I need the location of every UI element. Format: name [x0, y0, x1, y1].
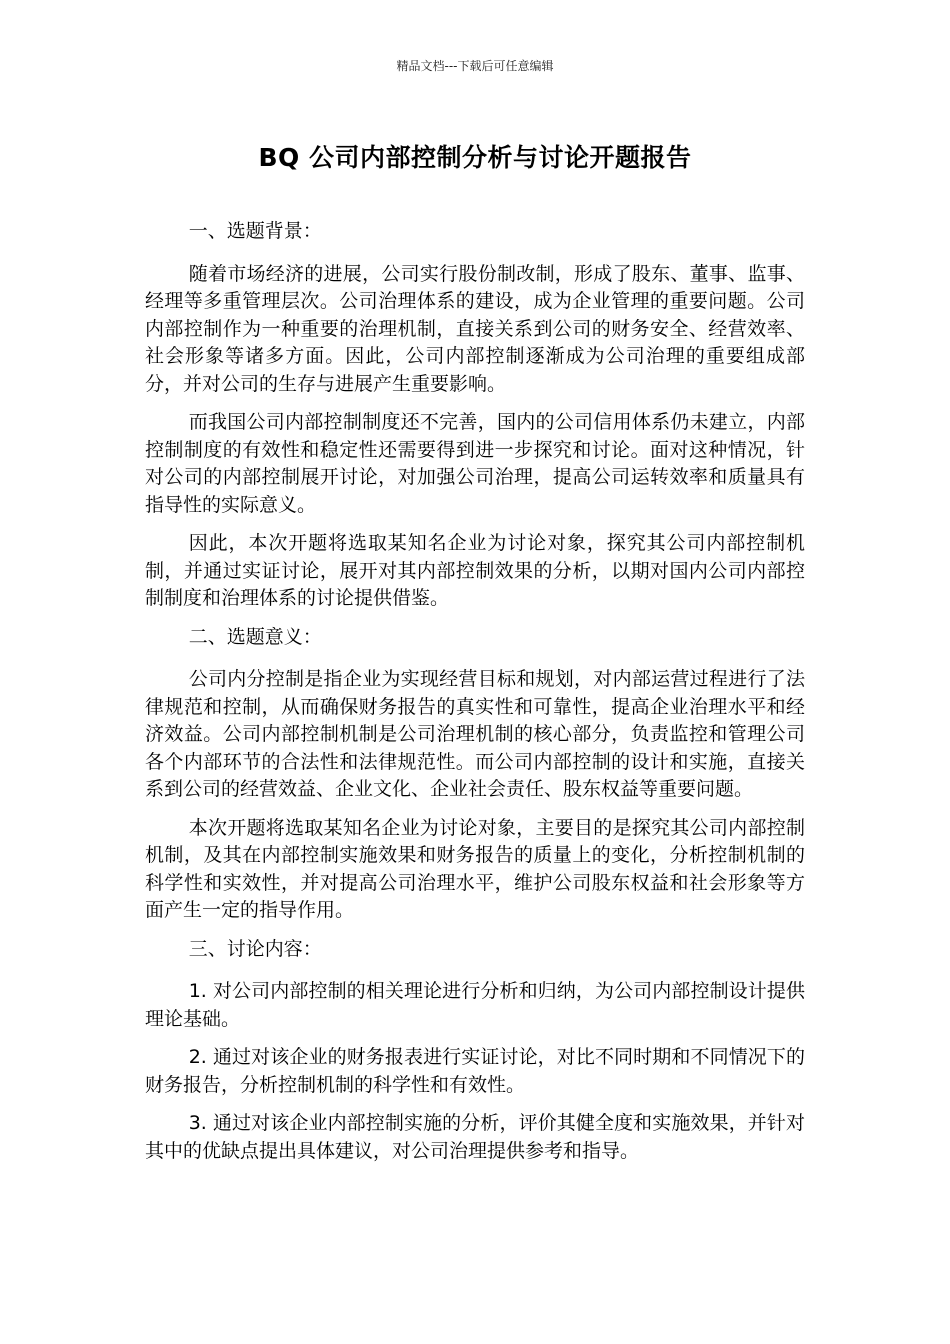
content-item-2: 2. 通过对该企业的财务报表进行实证讨论，对比不同时期和不同情况下的财务报告，分析控制机制的科学性和有效性。 [145, 1046, 805, 1096]
section-heading-significance: 二、选题意义： [188, 625, 322, 648]
paragraph-background-1: 随着市场经济的进展，公司实行股份制改制，形成了股东、董事、监事、经理等多重管理层次。公司治理体系的建设，成为企业管理的重要问题。公司内部控制作为一种重要的治理机制，直接关系到公司的财务安全、经营效率、社会形象等诸多方面。因此，公司内部控制逐渐成为公司治理的重要组成部分，并对公司的生存与进展产生重要影响。 [145, 262, 805, 395]
paragraph-significance-1: 公司内分控制是指企业为实现经营目标和规划，对内部运营过程进行了法律规范和控制，从而确保财务报告的真实性和可靠性，提高企业治理水平和经济效益。公司内部控制机制是公司治理机制的核心部分，负责监控和管理公司各个内部环节的合法性和法律规范性。而公司内部控制的设计和实施，直接关系到公司的经营效益、企业文化、企业社会责任、股东权益等重要问题。 [145, 668, 805, 800]
page-header-note: 精品文档---下载后可任意编辑 [396, 59, 554, 73]
content-item-1: 1. 对公司内部控制的相关理论进行分析和归纳，为公司内部控制设计提供理论基础。 [145, 980, 805, 1030]
paragraph-significance-2: 本次开题将选取某知名企业为讨论对象，主要目的是探究其公司内部控制机制，及其在内部控制实施效果和财务报告的质量上的变化，分析控制机制的科学性和实效性，并对提高公司治理水平，维护公司股东权益和社会形象等方面产生一定的指导作用。 [145, 816, 805, 921]
document-body [145, 218, 805, 1176]
section-heading-content: 三、讨论内容： [188, 937, 322, 960]
section-heading-background: 一、选题背景： [188, 220, 322, 242]
content-item-3: 3. 通过对该企业内部控制实施的分析，评价其健全度和实施效果，并针对其中的优缺点提出具体建议，对公司治理提供参考和指导。 [145, 1112, 805, 1162]
document-title: BQ 公司内部控制分析与讨论开题报告 [258, 143, 692, 172]
paragraph-background-2: 而我国公司内部控制制度还不完善，国内的公司信用体系仍未建立，内部控制制度的有效性和稳定性还需要得到进一步探究和讨论。面对这种情况，针对公司的内部控制展开讨论，对加强公司治理，提高公司运转效率和质量具有指导性的实际意义。 [145, 411, 805, 516]
paragraph-background-3: 因此，本次开题将选取某知名企业为讨论对象，探究其公司内部控制机制，并通过实证讨论，展开对其内部控制效果的分析，以期对国内公司内部控制制度和治理体系的讨论提供借鉴。 [145, 532, 805, 609]
